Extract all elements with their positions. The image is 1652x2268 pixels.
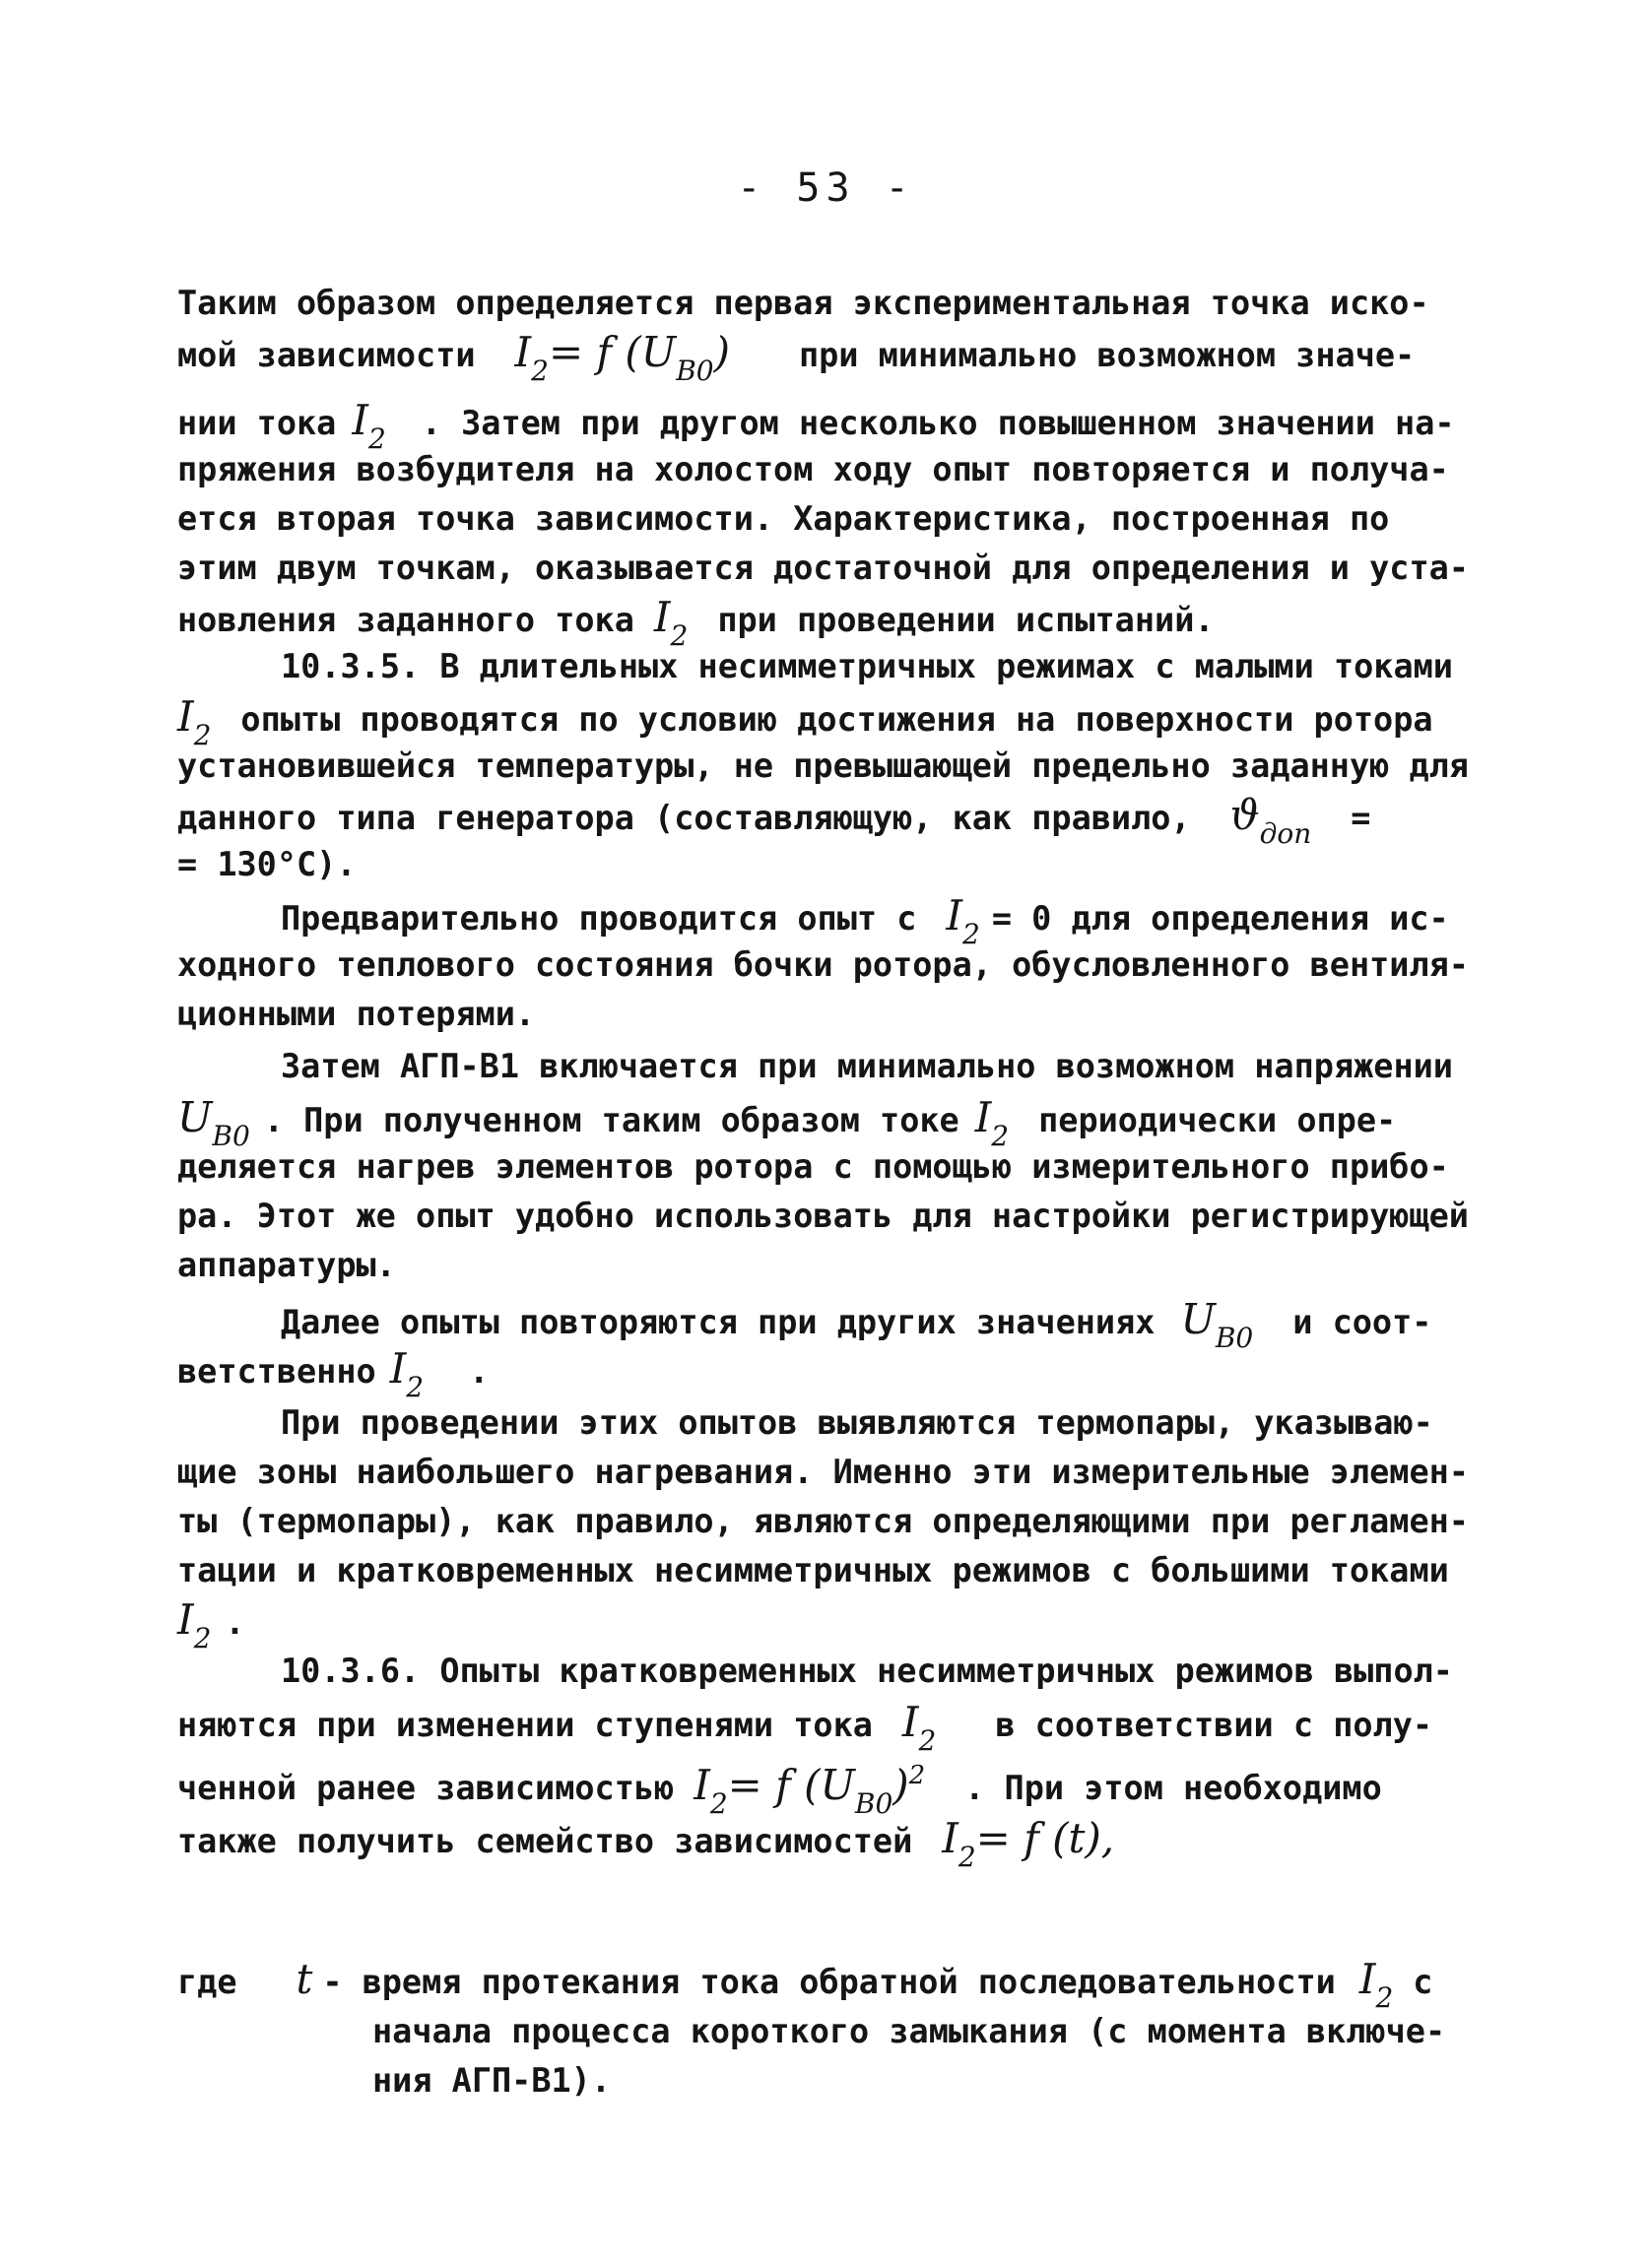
text-line: нии тока $I_2$ . Затем при другом несколько повышенном значении на- bbox=[177, 396, 1455, 445]
text-line: установившейся температуры, не превышающей предельно заданную для bbox=[177, 746, 1469, 785]
definition-label: где bbox=[177, 1963, 237, 2001]
symbol-i2: $I_2$ bbox=[653, 593, 689, 652]
definition-line: начала процесса короткого замыкания (с момента включе- bbox=[372, 2012, 1446, 2050]
text-line: няются при изменении ступенями тока $I_2$ в соответствии с полу- bbox=[177, 1698, 1432, 1747]
symbol-ub0: $U_{B0}$ bbox=[1180, 1295, 1254, 1354]
text-line: аппаратуры. bbox=[177, 1246, 396, 1284]
symbol-ub0: $U_{B0}$ bbox=[177, 1093, 250, 1152]
symbol-i2: $I_2$ bbox=[901, 1698, 937, 1757]
text-line: ветственно $I_2$ . bbox=[177, 1344, 489, 1393]
symbol-i2: $I_2$ bbox=[974, 1093, 1010, 1152]
definition-line: где t - время протекания тока обратной последовательности $I_2$ с bbox=[177, 1955, 1432, 2004]
text-line: Таким образом определяется первая экспериментальная точка иско- bbox=[177, 284, 1429, 322]
text-line: щие зоны наибольшего нагревания. Именно эти измерительные элемен- bbox=[177, 1453, 1469, 1491]
symbol-i2: $I_2$ bbox=[177, 1595, 212, 1654]
text-line: $U_{B0}$ . При полученном таким образом токе $I_2$ периодически опре- bbox=[177, 1093, 1396, 1142]
symbol-i2: $I_2$ bbox=[1358, 1955, 1394, 2014]
text-line: = 130°С). bbox=[177, 845, 357, 883]
text-line: мой зависимости $I_2= f$ $(U_{B0})$ при минимально возможном значе- bbox=[177, 328, 1415, 377]
symbol-theta-dop: $ϑ_{доп}$ bbox=[1229, 791, 1312, 850]
text-line: При проведении этих опытов выявляются термопары, указываю- bbox=[281, 1403, 1433, 1442]
text-line: ется вторая точка зависимости. Характеристика, построенная по bbox=[177, 499, 1390, 538]
formula-i2-f-ub0-squared: $I_2= f$ $(U_{B0})^2$ bbox=[694, 1761, 926, 1820]
symbol-t: t bbox=[296, 1955, 313, 2003]
symbol-i2: $I_2$ bbox=[352, 396, 386, 455]
text-line: Предварительно проводится опыт с $I_2$ = 0 для определения ис- bbox=[281, 891, 1449, 940]
text-line: данного типа генератора (составляющую, как правило, $ϑ_{доп}$ = bbox=[177, 791, 1370, 840]
text-line: Затем АГП-В1 включается при минимально возможном напряжении bbox=[281, 1047, 1453, 1085]
text-line: $I_2$ опыты проводятся по условию достижения на поверхности ротора bbox=[177, 692, 1433, 742]
text-line: 10.3.5. В длительных несимметричных режимах с малыми токами bbox=[281, 647, 1453, 685]
formula-i2-f-ub0: $I_2= f$ $(U_{B0})$ bbox=[514, 328, 730, 387]
text-line: ты (термопары), как правило, являются определяющими при регламен- bbox=[177, 1502, 1469, 1540]
text-line: $I_2$ . bbox=[177, 1595, 245, 1645]
text-line: также получить семейство зависимостей $I_2= f$ (t), bbox=[177, 1814, 1114, 1863]
symbol-i2: $I_2$ bbox=[946, 891, 980, 950]
formula-i2-f-t: $I_2= f$ (t), bbox=[942, 1814, 1115, 1873]
symbol-i2: $I_2$ bbox=[389, 1344, 425, 1403]
text-line: ходного теплового состояния бочки ротора, обусловленного вентиля- bbox=[177, 945, 1469, 984]
text-line: тации и кратковременных несимметричных режимов с большими токами bbox=[177, 1551, 1449, 1589]
text-line: ченной ранее зависимостью $I_2= f$ $(U_{B0})^2$ . При этом необходимо bbox=[177, 1751, 1382, 1800]
text-line: этим двум точкам, оказывается достаточной для определения и уста- bbox=[177, 549, 1469, 587]
text-line: новления заданного тока $I_2$ при проведении испытаний. bbox=[177, 593, 1215, 642]
text-line: ционными потерями. bbox=[177, 995, 536, 1033]
page-number: - 53 - bbox=[737, 165, 915, 211]
text-line: Далее опыты повторяются при других значениях $U_{B0}$ и соот- bbox=[281, 1295, 1431, 1344]
definition-line: ния АГП-В1). bbox=[372, 2061, 612, 2100]
text-line: ра. Этот же опыт удобно использовать для настройки регистрирующей bbox=[177, 1197, 1469, 1235]
symbol-i2: $I_2$ bbox=[177, 692, 212, 751]
text-line: деляется нагрев элементов ротора с помощью измерительного прибо- bbox=[177, 1147, 1449, 1186]
text-line: 10.3.6. Опыты кратковременных несимметричных режимов выпол- bbox=[281, 1652, 1453, 1690]
text-line: пряжения возбудителя на холостом ходу опыт повторяется и получа- bbox=[177, 450, 1449, 488]
